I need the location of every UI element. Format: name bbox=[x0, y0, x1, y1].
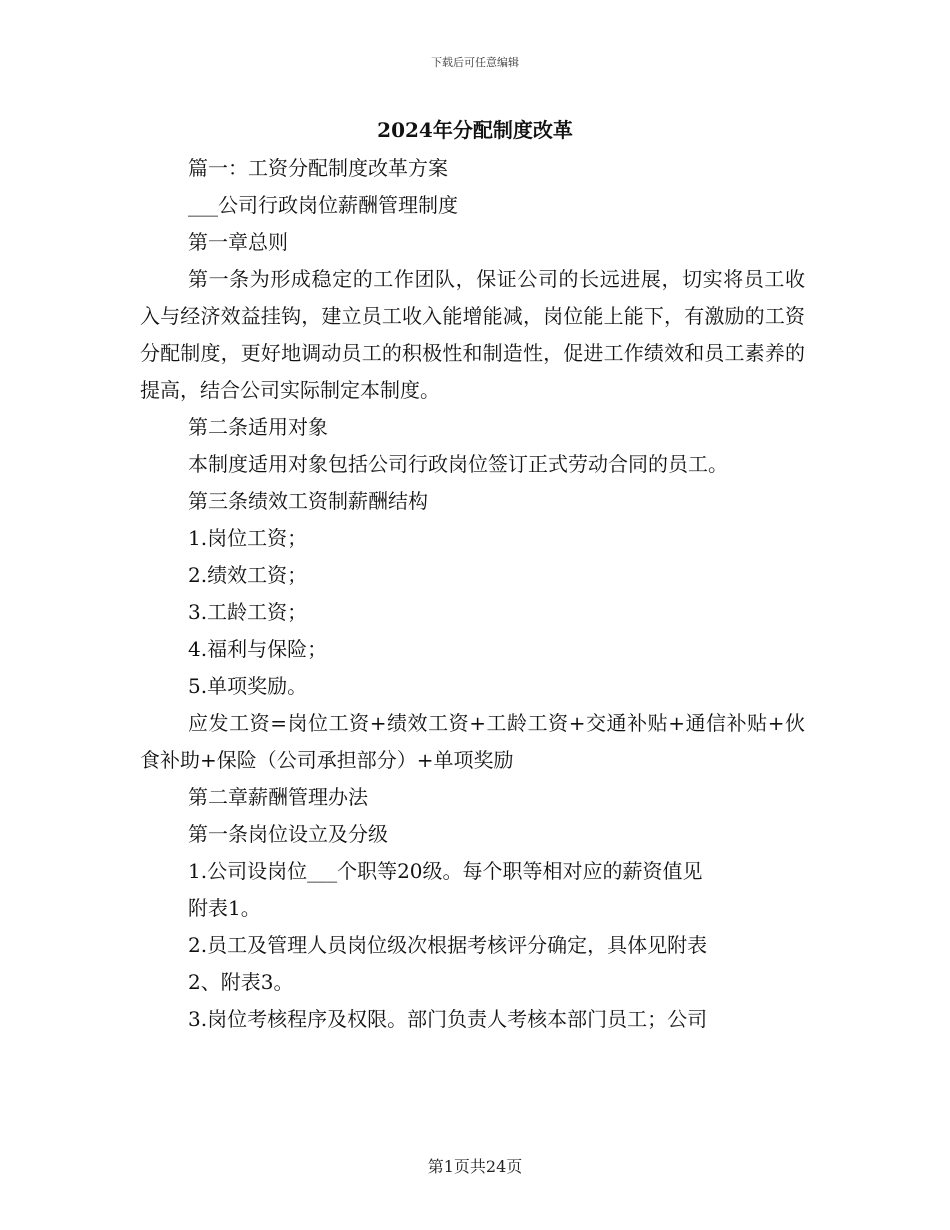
section-heading: 篇一：工资分配制度改革方案 bbox=[188, 156, 448, 180]
article-paragraph: 本制度适用对象包括公司行政岗位签订正式劳动合同的员工。 bbox=[188, 452, 728, 476]
chapter-heading: 第一章总则 bbox=[188, 230, 288, 254]
list-item: 2.员工及管理人员岗位级次根据考核评分确定，具体见附表 bbox=[188, 933, 708, 957]
list-item: 1.公司设岗位___个职等20级。每个职等相对应的薪资值见 bbox=[188, 859, 703, 883]
document-title: 2024年分配制度改革 bbox=[377, 118, 573, 142]
document-body bbox=[140, 150, 805, 1038]
document-subtitle: ___公司行政岗位薪酬管理制度 bbox=[188, 193, 458, 217]
list-item-continuation: 附表1。 bbox=[188, 896, 261, 920]
chapter-heading: 第二章薪酬管理办法 bbox=[188, 785, 368, 809]
list-item: 1.岗位工资； bbox=[188, 526, 308, 550]
list-item: 2.绩效工资； bbox=[188, 563, 308, 587]
list-item: 4.福利与保险； bbox=[188, 637, 328, 661]
page-header-note: 下载后可任意编辑 bbox=[431, 56, 519, 69]
page-number-footer: 第1页共24页 bbox=[427, 1157, 523, 1176]
list-item: 3.工龄工资； bbox=[188, 600, 308, 624]
list-item: 5.单项奖励。 bbox=[188, 674, 308, 698]
list-item-continuation: 2、附表3。 bbox=[188, 970, 294, 994]
article-paragraph: 第一条为形成稳定的工作团队，保证公司的长远进展，切实将员工收入与经济效益挂钩，建立员工收入能增能减，岗位能上能下，有激励的工资分配制度，更好地调动员工的积极性和制造性，促进工作绩效和员工素养的提高，结合公司实际制定本制度。 bbox=[140, 267, 805, 402]
article-heading: 第二条适用对象 bbox=[188, 415, 328, 439]
list-item: 3.岗位考核程序及权限。部门负责人考核本部门员工；公司 bbox=[188, 1007, 708, 1031]
article-heading: 第三条绩效工资制薪酬结构 bbox=[188, 489, 428, 513]
formula-paragraph: 应发工资=岗位工资+绩效工资+工龄工资+交通补贴+通信补贴+伙食补助+保险（公司承担部分）+单项奖励 bbox=[140, 711, 805, 772]
article-heading: 第一条岗位设立及分级 bbox=[188, 822, 388, 846]
